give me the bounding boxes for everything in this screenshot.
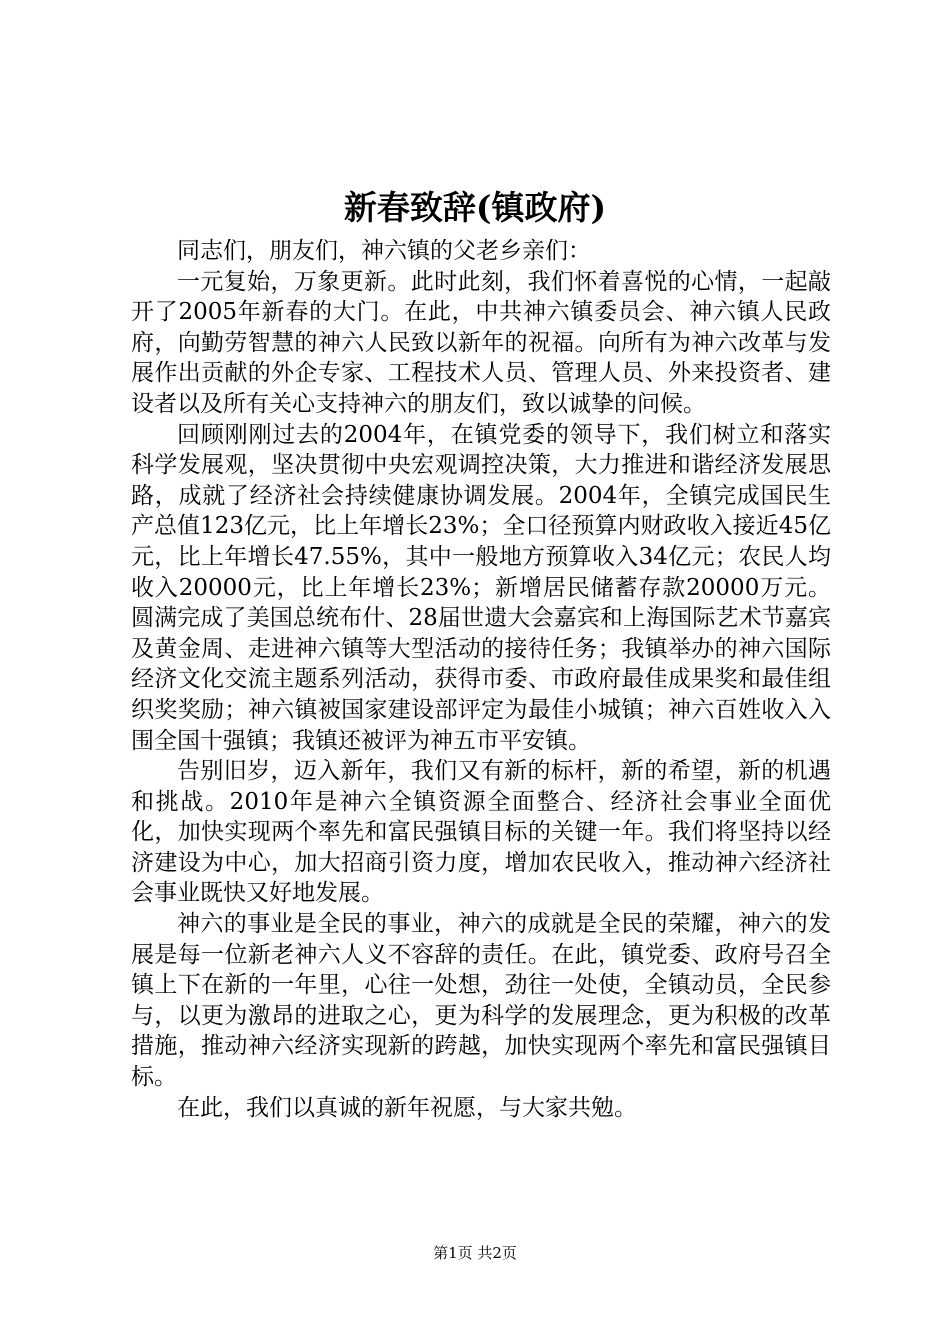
- paragraph-greeting: 一元复始，万象更新。此时此刻，我们怀着喜悦的心情，一起敲开了2005年新春的大门。在此，中共神六镇委员会、神六镇人民政府，向勤劳智慧的神六人民致以新年的祝福。向所有为神六改革与发展作出贡献的外企专家、工程技术人员、管理人员、外来投资者、建设者以及所有关心支持神六的朋友们，致以诚挚的问候。: [131, 268, 831, 417]
- paragraph-salutation: 同志们，朋友们，神六镇的父老乡亲们：: [177, 238, 591, 264]
- paragraph-closing: 在此，我们以真诚的新年祝愿，与大家共勉。: [177, 1094, 637, 1121]
- document-body: [131, 236, 831, 1123]
- page-number-footer: 第1页 共2页: [433, 1244, 517, 1262]
- paragraph-review: 回顾刚刚过去的2004年，在镇党委的领导下，我们树立和落实科学发展观，坚决贯彻中央宏观调控决策，大力推进和谐经济发展思路，成就了经济社会持续健康协调发展。2004年，全镇完成国民生产总值123亿元，比上年增长23%；全口径预算内财政收入接近45亿元，比上年增长47.55%，其中一般地方预算收入34亿元；农民人均收入20000元，比上年增长23%；新增居民储蓄存款20000万元。圆满完成了美国总统布什、28届世遗大会嘉宾和上海国际艺术节嘉宾及黄金周、走进神六镇等大型活动的接待任务；我镇举办的神六国际经济文化交流主题系列活动，获得市委、市政府最佳成果奖和最佳组织奖奖励；神六镇被国家建设部评定为最佳小城镇；神六百姓收入入围全国十强镇；我镇还被评为神五市平安镇。: [131, 421, 831, 754]
- paragraph-call-to-action: 神六的事业是全民的事业，神六的成就是全民的荣耀，神六的发展是每一位新老神六人义不容辞的责任。在此，镇党委、政府号召全镇上下在新的一年里，心往一处想，劲往一处使，全镇动员，全民参与，以更为激昂的进取之心，更为科学的发展理念，更为积极的改革措施，推动神六经济实现新的跨越，加快实现两个率先和富民强镇目标。: [131, 911, 831, 1091]
- paragraph-outlook: 告别旧岁，迈入新年，我们又有新的标杆，新的希望，新的机遇和挑战。2010年是神六全镇资源全面整合、经济社会事业全面优化，加快实现两个率先和富民强镇目标的关键一年。我们将坚持以经济建设为中心，加大招商引资力度，增加农民收入，推动神六经济社会事业既快又好地发展。: [131, 758, 831, 907]
- document-title: 新春致辞(镇政府): [343, 188, 607, 227]
